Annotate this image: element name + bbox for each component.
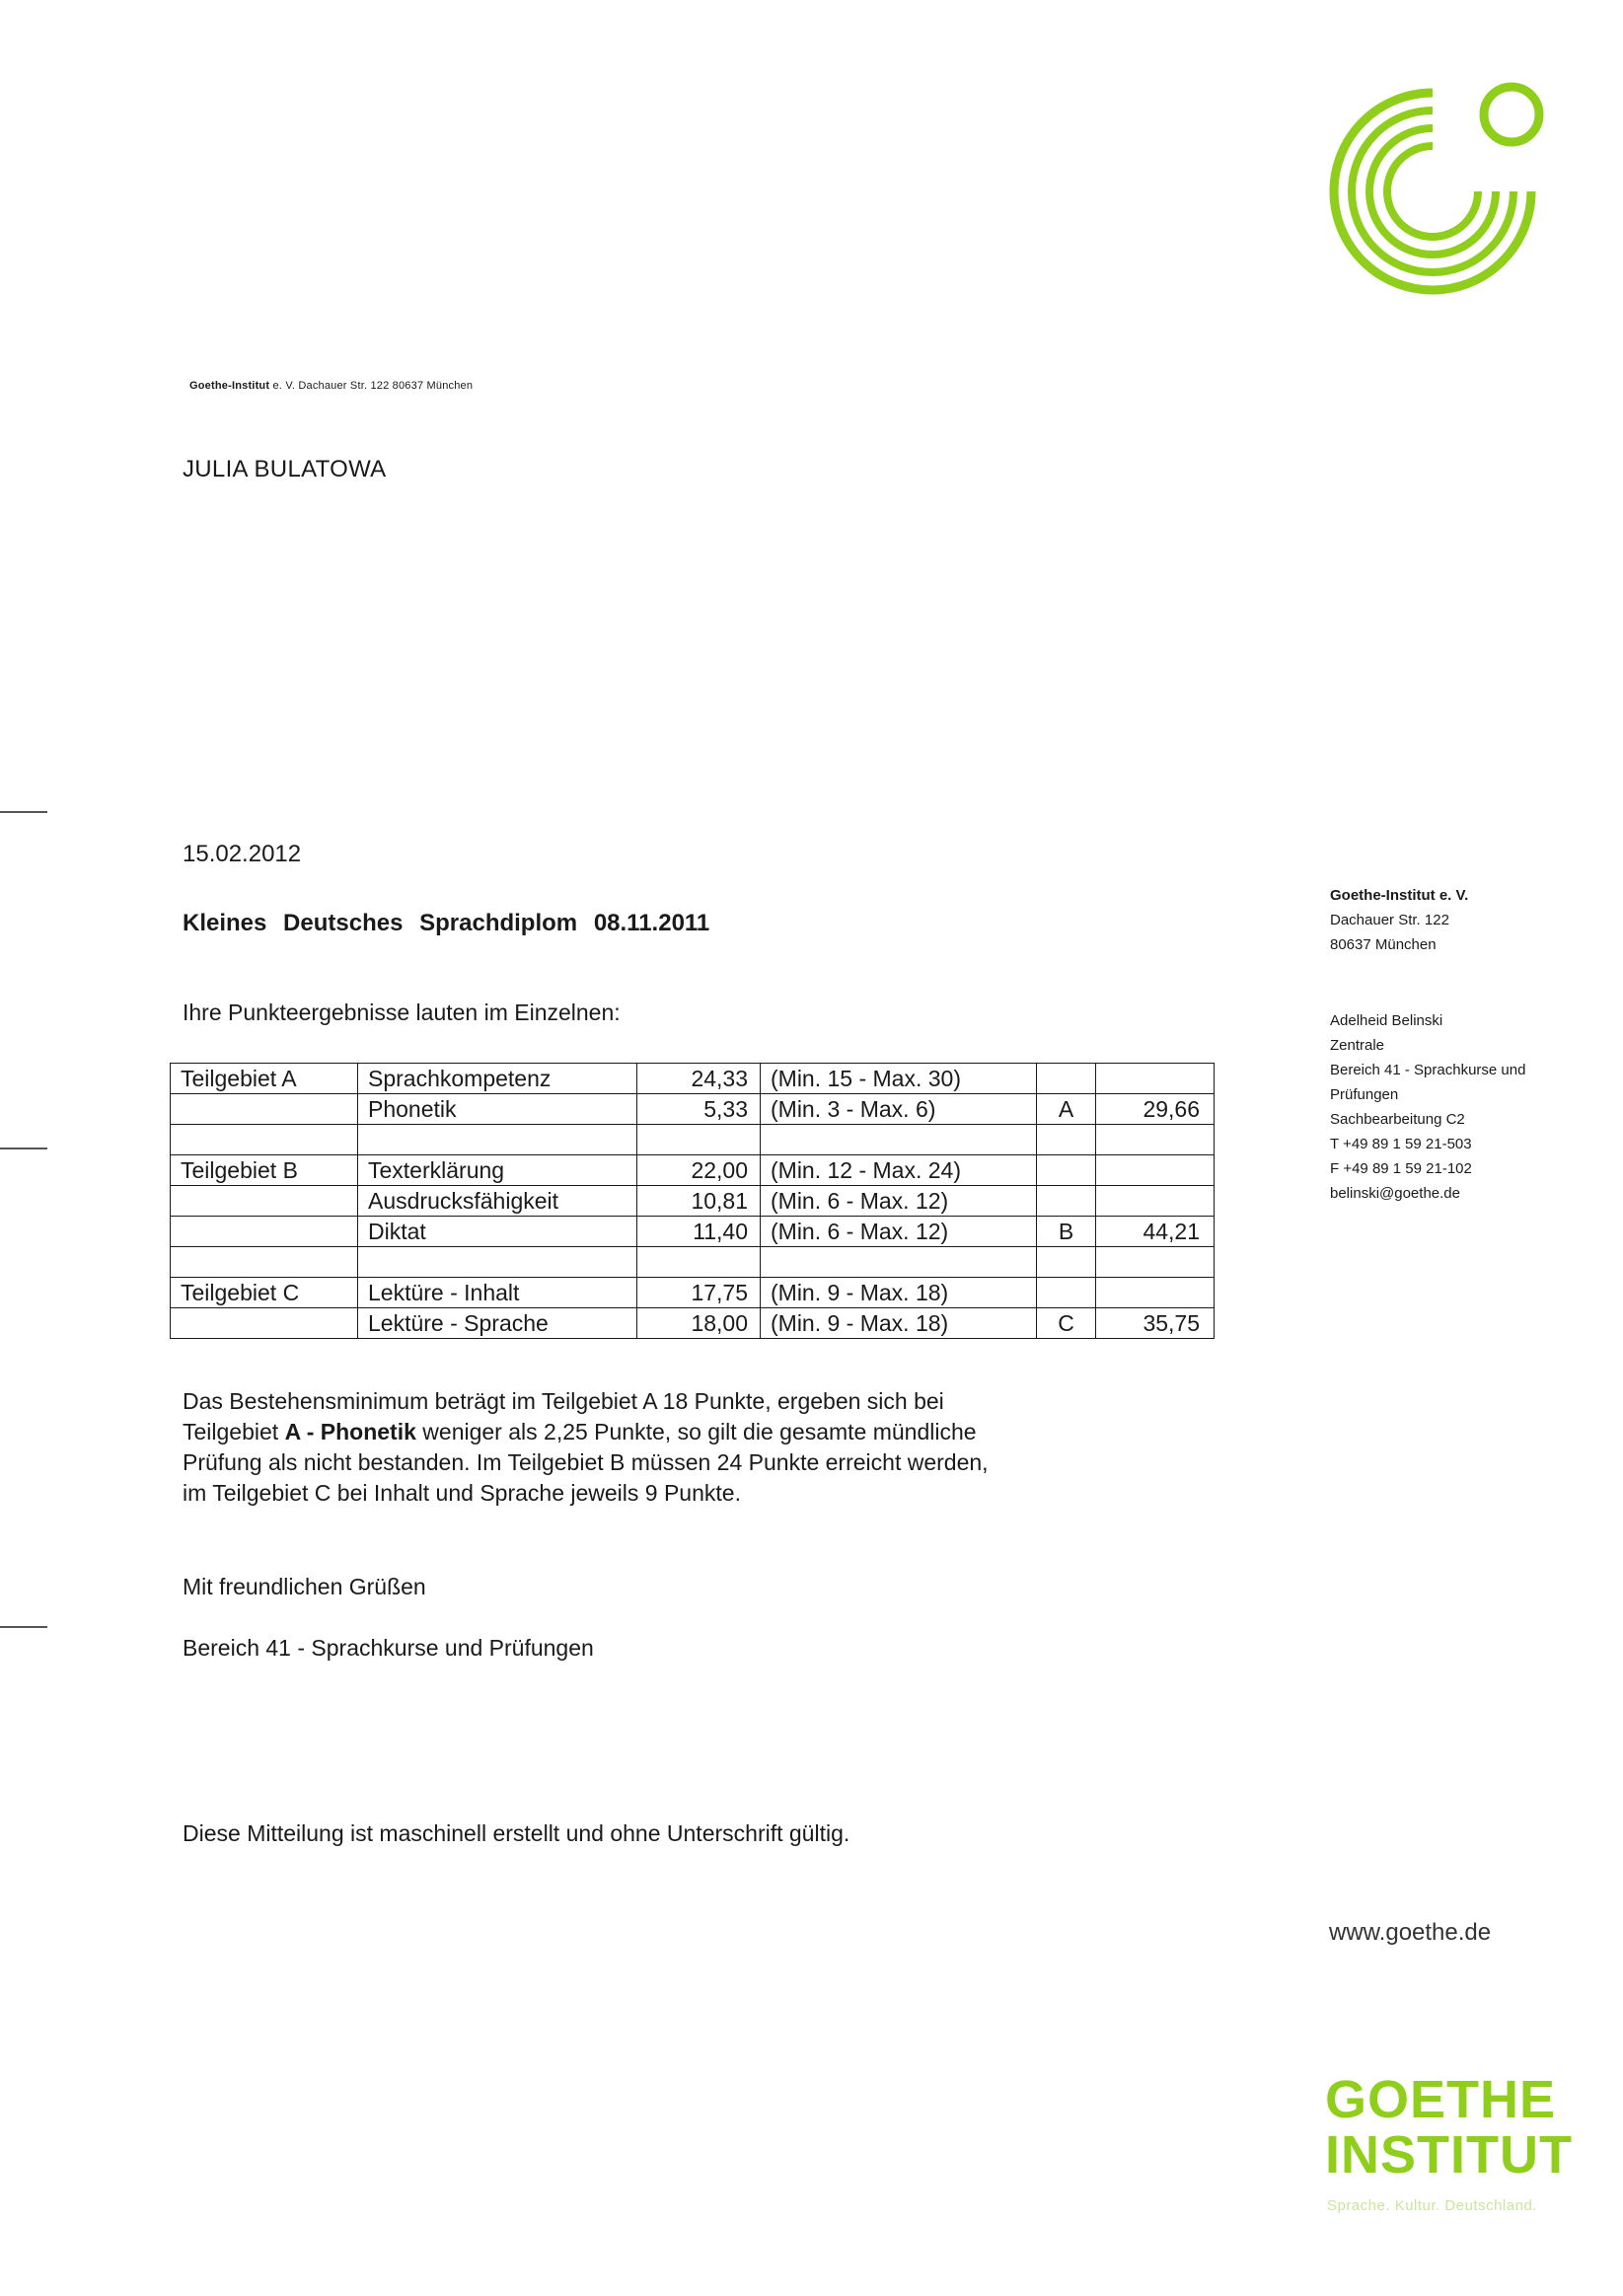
subject-word-2: Deutsches bbox=[283, 910, 404, 936]
score-range bbox=[761, 1125, 1037, 1155]
score-points: 5,33 bbox=[637, 1094, 761, 1125]
sender-address: e. V. Dachauer Str. 122 80637 München bbox=[272, 380, 474, 392]
score-points: 22,00 bbox=[637, 1155, 761, 1186]
closing-greeting: Mit freundlichen Grüßen bbox=[183, 1574, 426, 1599]
score-total bbox=[1096, 1064, 1215, 1094]
score-area: Teilgebiet B bbox=[171, 1155, 358, 1186]
score-letter bbox=[1037, 1155, 1096, 1186]
sender-address-line bbox=[189, 380, 473, 392]
sidebar-contact bbox=[1330, 1008, 1525, 1206]
score-range bbox=[761, 1247, 1037, 1278]
score-range: (Min. 9 - Max. 18) bbox=[761, 1278, 1037, 1308]
score-letter bbox=[1037, 1186, 1096, 1217]
subject-date: 08.11.2011 bbox=[593, 910, 710, 936]
contact-dept: Bereich 41 - Sprachkurse und bbox=[1330, 1062, 1526, 1078]
score-row bbox=[171, 1155, 1215, 1186]
score-row bbox=[171, 1094, 1215, 1125]
brand-line-2: INSTITUT bbox=[1325, 2125, 1573, 2185]
score-total bbox=[1096, 1186, 1215, 1217]
score-row bbox=[171, 1278, 1215, 1308]
sidebar-street: Dachauer Str. 122 bbox=[1330, 912, 1449, 928]
score-range: (Min. 3 - Max. 6) bbox=[761, 1094, 1037, 1125]
score-area bbox=[171, 1186, 358, 1217]
score-area bbox=[171, 1308, 358, 1339]
contact-name: Adelheid Belinski bbox=[1330, 1012, 1443, 1029]
score-points: 18,00 bbox=[637, 1308, 761, 1339]
contact-role: Sachbearbeitung C2 bbox=[1330, 1111, 1465, 1128]
scores-table-body bbox=[171, 1064, 1215, 1339]
score-part bbox=[358, 1247, 637, 1278]
score-total bbox=[1096, 1278, 1215, 1308]
machine-notice: Diese Mitteilung ist maschinell erstellt und ohne Unterschrift gültig. bbox=[183, 1820, 850, 1846]
brand-tagline: Sprache. Kultur. Deutschland. bbox=[1327, 2197, 1537, 2214]
score-part: Phonetik bbox=[358, 1094, 637, 1125]
fold-mark-middle bbox=[0, 1148, 47, 1149]
score-letter: C bbox=[1037, 1308, 1096, 1339]
score-range: (Min. 6 - Max. 12) bbox=[761, 1186, 1037, 1217]
letter-date: 15.02.2012 bbox=[183, 841, 302, 867]
score-points: 11,40 bbox=[637, 1217, 761, 1247]
goethe-logo-icon bbox=[1322, 61, 1559, 298]
score-part: Ausdrucksfähigkeit bbox=[358, 1186, 637, 1217]
rules-line-2 bbox=[183, 1417, 1031, 1447]
score-letter bbox=[1037, 1247, 1096, 1278]
rules-line-3: Prüfung als nicht bestanden. Im Teilgebiet B müssen 24 Punkte erreicht werden, bbox=[183, 1449, 989, 1475]
rules-line-2-post: weniger als 2,25 Punkte, so gilt die gesamte mündliche bbox=[415, 1419, 977, 1444]
score-range: (Min. 9 - Max. 18) bbox=[761, 1308, 1037, 1339]
score-total bbox=[1096, 1155, 1215, 1186]
score-row bbox=[171, 1217, 1215, 1247]
score-range: (Min. 12 - Max. 24) bbox=[761, 1155, 1037, 1186]
score-row bbox=[171, 1064, 1215, 1094]
score-row bbox=[171, 1125, 1215, 1155]
score-part: Lektüre - Sprache bbox=[358, 1308, 637, 1339]
fold-mark-top bbox=[0, 811, 47, 813]
score-points bbox=[637, 1247, 761, 1278]
rules-paragraph bbox=[183, 1386, 1031, 1509]
score-points bbox=[637, 1125, 761, 1155]
score-letter bbox=[1037, 1125, 1096, 1155]
score-part: Sprachkompetenz bbox=[358, 1064, 637, 1094]
score-letter bbox=[1037, 1064, 1096, 1094]
subject-word-3: Sprachdiplom bbox=[419, 910, 578, 936]
contact-email[interactable]: belinski@goethe.de bbox=[1330, 1185, 1460, 1202]
score-points: 24,33 bbox=[637, 1064, 761, 1094]
sidebar-address bbox=[1330, 883, 1468, 957]
score-row bbox=[171, 1308, 1215, 1339]
rules-line-2-bold: A - Phonetik bbox=[284, 1419, 416, 1444]
score-area bbox=[171, 1094, 358, 1125]
subject-word-1: Kleines bbox=[183, 910, 267, 936]
score-area bbox=[171, 1247, 358, 1278]
contact-unit: Zentrale bbox=[1330, 1037, 1385, 1054]
recipient-name: JULIA BULATOWA bbox=[183, 456, 387, 482]
rules-line-1: Das Bestehensminimum beträgt im Teilgebiet A 18 Punkte, ergeben sich bei bbox=[183, 1388, 944, 1414]
website-link[interactable]: www.goethe.de bbox=[1329, 1919, 1492, 1946]
score-range: (Min. 6 - Max. 12) bbox=[761, 1217, 1037, 1247]
score-letter: B bbox=[1037, 1217, 1096, 1247]
score-area: Teilgebiet A bbox=[171, 1064, 358, 1094]
contact-dept-cont: Prüfungen bbox=[1330, 1086, 1399, 1103]
score-letter: A bbox=[1037, 1094, 1096, 1125]
score-total: 29,66 bbox=[1096, 1094, 1215, 1125]
contact-fax: F +49 89 1 59 21-102 bbox=[1330, 1160, 1472, 1177]
scores-table bbox=[170, 1063, 1215, 1339]
sender-name: Goethe-Institut bbox=[189, 380, 270, 392]
score-total: 35,75 bbox=[1096, 1308, 1215, 1339]
score-row bbox=[171, 1247, 1215, 1278]
score-area: Teilgebiet C bbox=[171, 1278, 358, 1308]
score-area bbox=[171, 1125, 358, 1155]
score-part: Lektüre - Inhalt bbox=[358, 1278, 637, 1308]
score-points: 10,81 bbox=[637, 1186, 761, 1217]
score-part: Texterklärung bbox=[358, 1155, 637, 1186]
score-part bbox=[358, 1125, 637, 1155]
score-total: 44,21 bbox=[1096, 1217, 1215, 1247]
score-part: Diktat bbox=[358, 1217, 637, 1247]
letter-subject bbox=[183, 910, 719, 937]
signature-department: Bereich 41 - Sprachkurse und Prüfungen bbox=[183, 1635, 594, 1661]
score-area bbox=[171, 1217, 358, 1247]
contact-phone: T +49 89 1 59 21-503 bbox=[1330, 1136, 1472, 1152]
score-points: 17,75 bbox=[637, 1278, 761, 1308]
sidebar-city: 80637 München bbox=[1330, 936, 1437, 953]
brand-line-1: GOETHE bbox=[1325, 2070, 1557, 2129]
intro-text: Ihre Punkteergebnisse lauten im Einzelnen: bbox=[183, 1000, 621, 1025]
fold-mark-bottom bbox=[0, 1626, 47, 1628]
score-total bbox=[1096, 1125, 1215, 1155]
sidebar-org: Goethe-Institut e. V. bbox=[1330, 887, 1469, 904]
rules-line-2-pre: Teilgebiet bbox=[183, 1419, 285, 1444]
brand-wordmark bbox=[1325, 2072, 1573, 2183]
score-total bbox=[1096, 1247, 1215, 1278]
score-row bbox=[171, 1186, 1215, 1217]
score-letter bbox=[1037, 1278, 1096, 1308]
score-range: (Min. 15 - Max. 30) bbox=[761, 1064, 1037, 1094]
rules-line-4: im Teilgebiet C bei Inhalt und Sprache jeweils 9 Punkte. bbox=[183, 1480, 741, 1506]
